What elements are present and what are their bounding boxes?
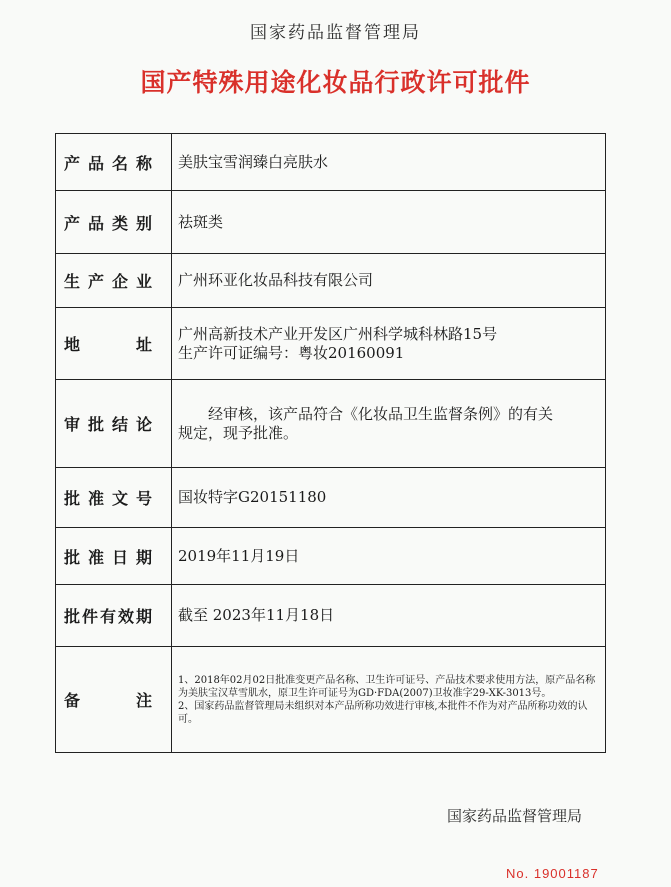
label-validity: 批 件 有 效 期 bbox=[56, 585, 172, 647]
address-line: 广州高新技术产业开发区广州科学城科林路15号 bbox=[178, 324, 498, 343]
value-remarks bbox=[172, 647, 606, 753]
label-manufacturer: 生 产 企 业 bbox=[56, 254, 172, 308]
approval-form-table bbox=[55, 133, 606, 753]
row-validity bbox=[56, 585, 606, 647]
value-address bbox=[172, 308, 606, 380]
row-address bbox=[56, 308, 606, 380]
row-approval-number bbox=[56, 468, 606, 528]
row-product-name bbox=[56, 134, 606, 191]
remark-note-1: 1、2018年02月02日批准变更产品名称、卫生许可证号、产品技术要求使用方法，原产品名称为美肤宝汉草雪肌水，原卫生许可证号为GD·FDA(2007)卫妆准字29-XK-3013号。 bbox=[178, 674, 596, 699]
issuing-agency-signature: 国家药品监督管理局 bbox=[447, 807, 583, 825]
label-approval-date: 批 准 日 期 bbox=[56, 528, 172, 585]
label-approval-number: 批 准 文 号 bbox=[56, 468, 172, 528]
row-product-category bbox=[56, 191, 606, 254]
label-address: 地 址 bbox=[56, 308, 172, 380]
remark-note-2: 2、国家药品监督管理局未组织对本产品所称功效进行审核,本批件不作为对产品所称功效的认可。 bbox=[178, 700, 588, 725]
row-remarks bbox=[56, 647, 606, 753]
serial-number: No. 19001187 bbox=[506, 866, 599, 881]
label-product-name: 产 品 名 称 bbox=[56, 134, 172, 191]
value-approval-number: 国妆特字G20151180 bbox=[172, 468, 606, 528]
value-product-name: 美肤宝雪润臻白亮肤水 bbox=[172, 134, 606, 191]
row-manufacturer bbox=[56, 254, 606, 308]
label-product-category: 产 品 类 别 bbox=[56, 191, 172, 254]
value-validity: 截至 2023年11月18日 bbox=[172, 585, 606, 647]
row-conclusion bbox=[56, 380, 606, 468]
issuing-agency-header: 国家药品监督管理局 bbox=[250, 23, 421, 43]
conclusion-line-2: 规定，现予批准。 bbox=[178, 423, 299, 442]
production-license-number: 生产许可证编号：粤妆20160091 bbox=[178, 343, 405, 362]
value-product-category: 祛斑类 bbox=[172, 191, 606, 254]
label-conclusion: 审 批 结 论 bbox=[56, 380, 172, 468]
document-title: 国产特殊用途化妆品行政许可批件 bbox=[140, 68, 531, 97]
row-approval-date bbox=[56, 528, 606, 585]
conclusion-line-1: 经审核，该产品符合《化妆品卫生监督条例》的有关 bbox=[208, 404, 554, 423]
value-conclusion bbox=[172, 380, 606, 468]
label-remarks: 备 注 bbox=[56, 647, 172, 753]
value-approval-date: 2019年11月19日 bbox=[172, 528, 606, 585]
value-manufacturer: 广州环亚化妆品科技有限公司 bbox=[172, 254, 606, 308]
